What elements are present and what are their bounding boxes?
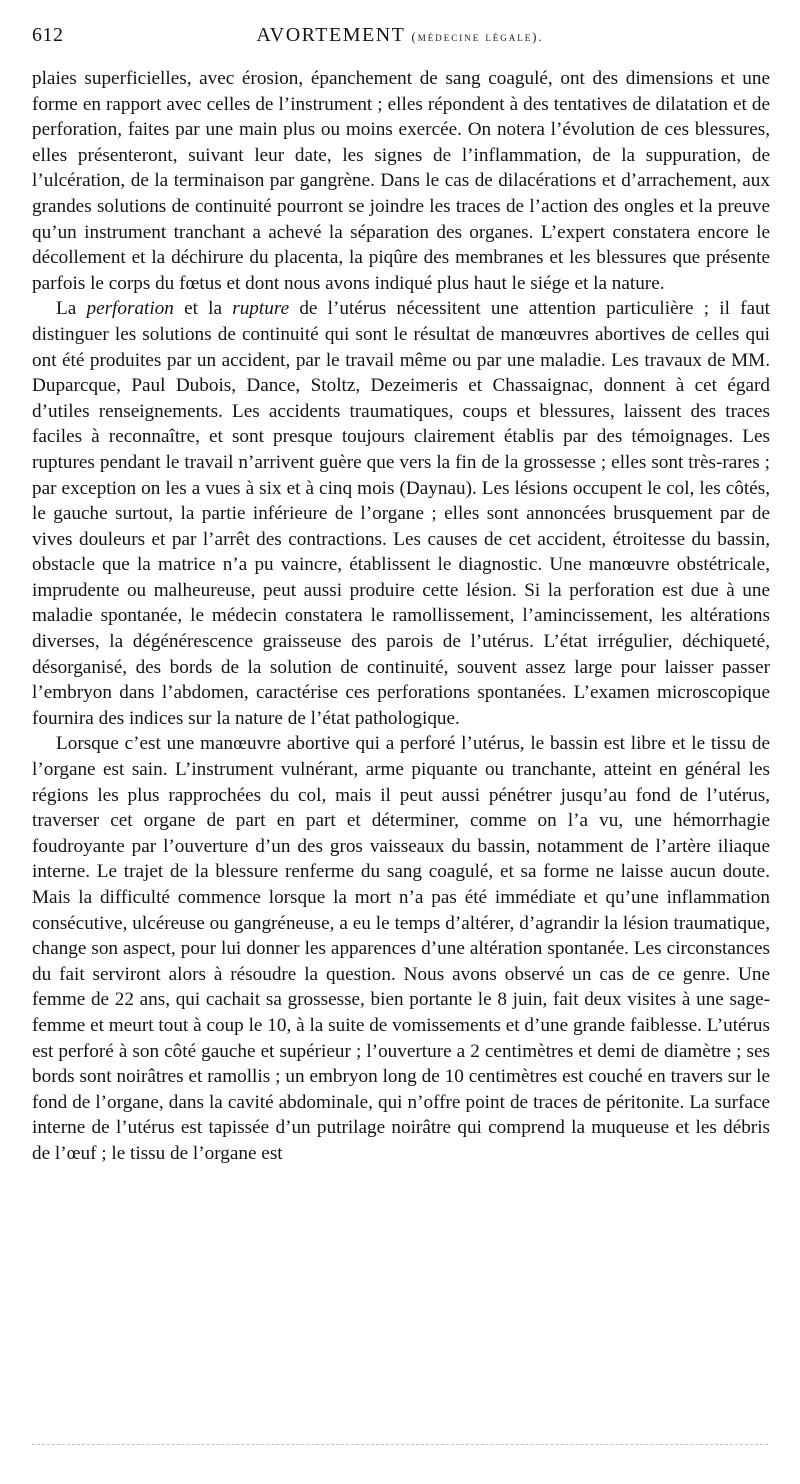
paragraph-lead: La	[56, 298, 87, 320]
running-title-subtitle: (médecine légale).	[411, 30, 544, 44]
italic-term-perforation: perforation	[86, 298, 174, 320]
paragraph-continuation	[32, 66, 770, 296]
paragraph-manoeuvre-abortive	[32, 731, 770, 1166]
running-header	[32, 20, 768, 54]
paragraph-mid: et la	[173, 298, 233, 320]
paragraph-text: plaies superficielles, avec érosion, épanchement de sang coagulé, ont des dimensions et une forme en rapport avec celles de l’instrument ; elles répondent à des tentatives de dilatation et de perforation, faites par une main plus ou moins exercée. On notera l’évolution de ces blessures, elles présenteront, suivant leur date, les signes de l’inflammation, de la suppuration, de l’ulcération, de la terminaison par gangrène. Dans le cas de dilacérations et d’arrachement, aux grandes solutions de continuité pourront se joindre les traces de l’action des ongles et la preuve qu’un instrument tranchant a achevé la séparation des organes. L’expert constatera encore le décollement et la déchirure du placenta, la piqûre des membranes et les blessures que présente parfois le corps du fœtus et dont nous avons indiqué plus haut le siége et la nature.	[32, 68, 770, 294]
paragraph-text: de l’utérus nécessitent une attention particulière ; il faut distinguer les solutions de continuité qui sont le résultat de manœuvres abortives de celles qui ont été produites par un accident, par le travail même ou par une maladie. Les travaux de MM. Duparcque, Paul Dubois, Dance, Stoltz, Dezeimeris et Chassaignac, donnent à cet égard d’utiles renseignements. Les accidents traumatiques, coups et blessures, laissent des traces faciles à reconnaître, et sont presque toujours clairement établis par des témoignages. Les ruptures pendant le travail n’arrivent guère que vers la fin de la grossesse ; elles sont très-rares ; par exception on les a vues à six et à cinq mois (Daynau). Les lésions occupent le col, les côtés, le gauche surtout, la partie inférieure de l’organe ; elles sont annoncées brusquement par de vives douleurs et par l’arrêt des contractions. Les causes de cet accident, étroitesse du bassin, obstacle que la matrice n’a pu vaincre, établissent le diagnostic. Une manœuvre obstétricale, imprudente ou malheureuse, peut aussi produire cette lésion. Si la perforation est due à une maladie spontanée, le médecin constatera le ramollissement, l’amincissement, les altérations diverses, la dégénérescence graisseuse des parois de l’utérus. L’état irrégulier, déchiqueté, désorganisé, des bords de la solution de continuité, souvent assez large pour laisser passer l’embryon dans l’abdomen, caractérise ces perforations spontanées. L’examen microscopique fournira des indices sur la nature de l’état pathologique.	[32, 298, 770, 729]
paragraph-perforation	[32, 296, 770, 731]
footer-rule	[32, 1444, 768, 1445]
running-title	[32, 24, 768, 47]
running-title-main: AVORTEMENT	[256, 24, 406, 46]
page-number: 612	[32, 24, 64, 46]
paragraph-text: Lorsque c’est une manœuvre abortive qui a perforé l’utérus, le bassin est libre et le tissu de l’organe est sain. L’instrument vulnérant, arme piquante ou tranchante, atteint en général les régions les plus rapprochées du col, mais il peut aussi pénétrer jusqu’au fond de l’utérus, traverser cet organe de part en part et déterminer, comme on l’a vu, une hémorrhagie foudroyante par l’ouverture d’un des gros vaisseaux du bassin, notamment de l’artère iliaque interne. Le trajet de la blessure renferme du sang coagulé, et sa forme ne laisse aucun doute. Mais la difficulté commence lorsque la mort n’a pas été immédiate et qu’une inflammation consécutive, ulcéreuse ou gangréneuse, a eu le temps d’altérer, d’agrandir la lésion traumatique, change son aspect, pour lui donner les apparences d’une altération spontanée. Les circonstances du fait serviront alors à résoudre la question. Nous avons observé un cas de ce genre. Une femme de 22 ans, qui cachait sa grossesse, bien portante le 8 juin, fait deux visites à une sage-femme et meurt tout à coup le 10, à la suite de vomissements et d’une grande faiblesse. L’utérus est perforé à son côté gauche et supérieur ; l’ouverture a 2 centimètres et demi de diamètre ; ses bords sont noirâtres et ramollis ; un embryon long de 10 centimètres est couché en travers sur le fond de l’organe, dans la cavité abdominale, qui n’offre point de traces de péritonite. La surface interne de l’utérus est tapissée d’un putrilage noirâtre qui comprend la muqueuse et les débris de l’œuf ; le tissu de l’organe est	[32, 733, 770, 1164]
body-text	[32, 66, 770, 1167]
italic-term-rupture: rupture	[232, 298, 290, 320]
